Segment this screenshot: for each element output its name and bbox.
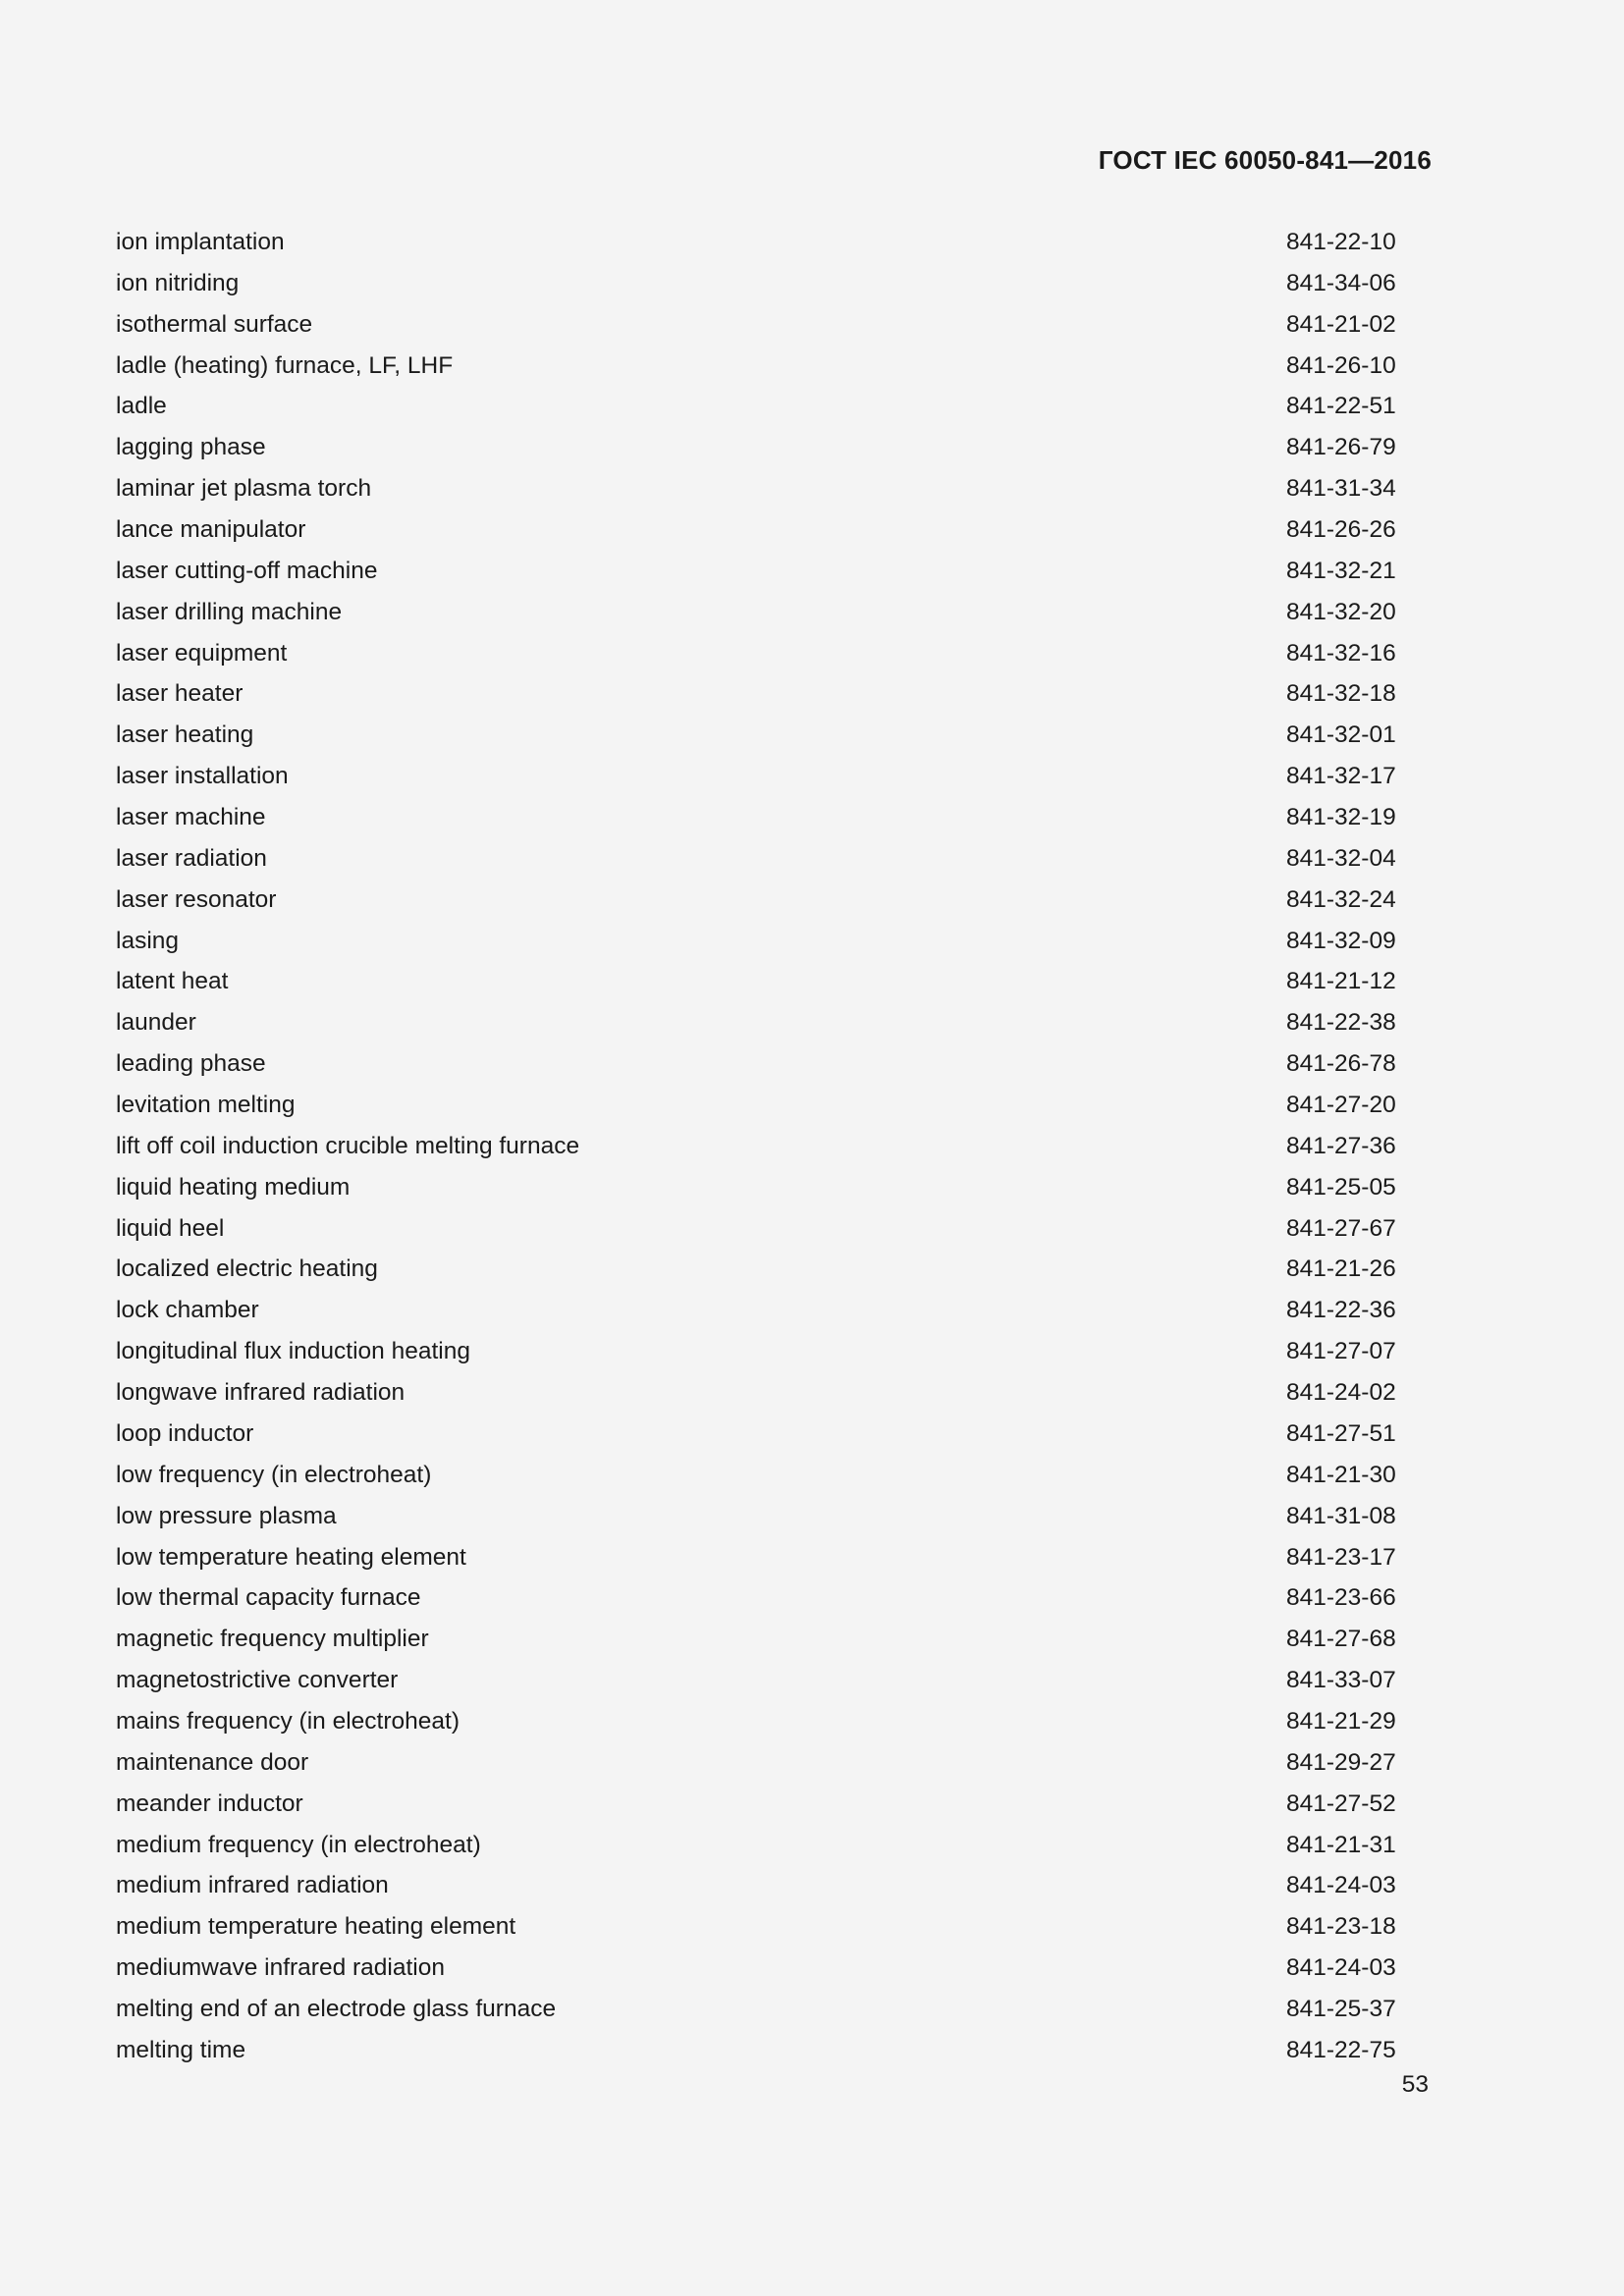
index-term: longitudinal flux induction heating <box>116 1338 470 1365</box>
index-code: 841-21-02 <box>1286 310 1396 338</box>
index-term: meander inductor <box>116 1789 303 1817</box>
index-code: 841-23-17 <box>1286 1543 1396 1571</box>
index-code: 841-21-31 <box>1286 1831 1396 1858</box>
index-code: 841-24-03 <box>1286 1954 1396 1982</box>
index-term: maintenance door <box>116 1748 309 1776</box>
index-entry <box>116 1825 1400 1866</box>
index-term: mains frequency (in electroheat) <box>116 1707 460 1735</box>
index-code: 841-26-79 <box>1286 434 1396 461</box>
term-index-list <box>116 222 1400 2071</box>
index-term: medium temperature heating element <box>116 1913 516 1941</box>
index-code: 841-26-26 <box>1286 516 1396 544</box>
index-term: latent heat <box>116 968 229 995</box>
document-standard-header: ГОСТ IEC 60050-841—2016 <box>1098 145 1432 175</box>
index-code: 841-21-12 <box>1286 968 1396 995</box>
index-entry <box>116 715 1400 756</box>
index-entry <box>116 1249 1400 1290</box>
index-code: 841-27-68 <box>1286 1626 1396 1653</box>
index-entry <box>116 1948 1400 1989</box>
index-entry <box>116 633 1400 674</box>
index-entry <box>116 509 1400 551</box>
index-term: launder <box>116 1009 196 1037</box>
index-term: ladle (heating) furnace, LF, LHF <box>116 351 454 379</box>
index-term: ion nitriding <box>116 269 240 296</box>
index-entry <box>116 1537 1400 1578</box>
index-entry <box>116 797 1400 838</box>
index-code: 841-24-02 <box>1286 1379 1396 1407</box>
index-code: 841-22-75 <box>1286 2036 1396 2063</box>
index-code: 841-32-17 <box>1286 763 1396 790</box>
index-term: lift off coil induction crucible melting furnace <box>116 1132 580 1159</box>
index-code: 841-32-01 <box>1286 721 1396 749</box>
index-entry <box>116 1208 1400 1250</box>
index-entry <box>116 222 1400 263</box>
index-entry <box>116 1742 1400 1784</box>
index-entry <box>116 1701 1400 1742</box>
index-code: 841-27-36 <box>1286 1132 1396 1159</box>
index-code: 841-27-52 <box>1286 1789 1396 1817</box>
index-entry <box>116 304 1400 346</box>
index-code: 841-25-37 <box>1286 1995 1396 2022</box>
index-entry <box>116 1043 1400 1085</box>
index-code: 841-27-67 <box>1286 1214 1396 1242</box>
index-term: lock chamber <box>116 1297 259 1324</box>
index-code: 841-31-34 <box>1286 475 1396 503</box>
index-term: low temperature heating element <box>116 1543 466 1571</box>
index-term: levitation melting <box>116 1092 296 1119</box>
index-entry <box>116 1865 1400 1906</box>
index-entry <box>116 1906 1400 1948</box>
index-code: 841-32-24 <box>1286 885 1396 913</box>
index-term: localized electric heating <box>116 1255 378 1283</box>
index-code: 841-22-51 <box>1286 393 1396 420</box>
index-term: isothermal surface <box>116 310 313 338</box>
index-code: 841-26-78 <box>1286 1050 1396 1078</box>
index-term: low thermal capacity furnace <box>116 1584 421 1612</box>
index-term: melting end of an electrode glass furnace <box>116 1995 557 2022</box>
index-entry <box>116 1085 1400 1126</box>
index-code: 841-32-21 <box>1286 557 1396 584</box>
index-code: 841-32-19 <box>1286 804 1396 831</box>
index-code: 841-31-08 <box>1286 1502 1396 1529</box>
index-entry <box>116 1126 1400 1167</box>
index-term: loop inductor <box>116 1419 254 1447</box>
index-entry <box>116 1619 1400 1660</box>
index-code: 841-32-20 <box>1286 598 1396 625</box>
index-term: lasing <box>116 927 180 954</box>
index-code: 841-21-29 <box>1286 1707 1396 1735</box>
index-code: 841-27-20 <box>1286 1092 1396 1119</box>
index-code: 841-26-10 <box>1286 351 1396 379</box>
index-term: longwave infrared radiation <box>116 1379 406 1407</box>
index-code: 841-22-36 <box>1286 1297 1396 1324</box>
index-code: 841-34-06 <box>1286 269 1396 296</box>
index-entry <box>116 1002 1400 1043</box>
index-code: 841-32-18 <box>1286 680 1396 708</box>
index-entry <box>116 756 1400 797</box>
index-code: 841-32-04 <box>1286 844 1396 872</box>
index-term: liquid heel <box>116 1214 225 1242</box>
index-entry <box>116 1989 1400 2030</box>
index-entry <box>116 1290 1400 1331</box>
index-term: low pressure plasma <box>116 1502 337 1529</box>
index-entry <box>116 1660 1400 1701</box>
index-term: magnetic frequency multiplier <box>116 1626 429 1653</box>
index-term: leading phase <box>116 1050 266 1078</box>
index-code: 841-27-51 <box>1286 1419 1396 1447</box>
index-code: 841-32-16 <box>1286 639 1396 667</box>
index-code: 841-27-07 <box>1286 1338 1396 1365</box>
index-term: mediumwave infrared radiation <box>116 1954 445 1982</box>
index-code: 841-23-18 <box>1286 1913 1396 1941</box>
index-entry <box>116 1455 1400 1496</box>
index-code: 841-21-26 <box>1286 1255 1396 1283</box>
index-term: melting time <box>116 2036 246 2063</box>
index-entry <box>116 961 1400 1002</box>
index-term: laser machine <box>116 804 266 831</box>
index-entry <box>116 921 1400 962</box>
index-code: 841-25-05 <box>1286 1173 1396 1201</box>
index-term: laser heating <box>116 721 254 749</box>
index-code: 841-29-27 <box>1286 1748 1396 1776</box>
index-code: 841-22-38 <box>1286 1009 1396 1037</box>
index-term: medium infrared radiation <box>116 1872 389 1899</box>
index-entry <box>116 1372 1400 1414</box>
index-code: 841-33-07 <box>1286 1667 1396 1694</box>
index-entry <box>116 263 1400 304</box>
index-term: low frequency (in electroheat) <box>116 1461 432 1488</box>
index-term: laminar jet plasma torch <box>116 475 372 503</box>
index-term: liquid heating medium <box>116 1173 351 1201</box>
index-entry <box>116 386 1400 427</box>
index-entry <box>116 1496 1400 1537</box>
index-entry <box>116 1577 1400 1619</box>
index-entry <box>116 2030 1400 2071</box>
index-term: laser cutting-off machine <box>116 557 378 584</box>
index-term: ladle <box>116 393 167 420</box>
index-entry <box>116 427 1400 468</box>
index-term: magnetostrictive converter <box>116 1667 399 1694</box>
index-code: 841-24-03 <box>1286 1872 1396 1899</box>
index-term: lagging phase <box>116 434 266 461</box>
index-entry <box>116 1784 1400 1825</box>
index-term: lance manipulator <box>116 516 306 544</box>
index-term: laser drilling machine <box>116 598 343 625</box>
index-entry <box>116 346 1400 387</box>
page-number: 53 <box>1401 2071 1429 2098</box>
index-code: 841-21-30 <box>1286 1461 1396 1488</box>
index-term: medium frequency (in electroheat) <box>116 1831 481 1858</box>
index-term: laser installation <box>116 763 289 790</box>
index-entry <box>116 592 1400 633</box>
index-code: 841-23-66 <box>1286 1584 1396 1612</box>
index-term: laser radiation <box>116 844 267 872</box>
index-entry <box>116 468 1400 509</box>
index-entry <box>116 838 1400 880</box>
index-term: ion implantation <box>116 229 285 255</box>
index-entry <box>116 673 1400 715</box>
index-code: 841-32-09 <box>1286 927 1396 954</box>
index-entry <box>116 1167 1400 1208</box>
index-term: laser heater <box>116 680 244 708</box>
index-code: 841-22-10 <box>1286 229 1396 255</box>
index-entry <box>116 1331 1400 1372</box>
index-term: laser equipment <box>116 639 288 667</box>
index-term: laser resonator <box>116 885 277 913</box>
index-entry <box>116 1414 1400 1455</box>
index-entry <box>116 880 1400 921</box>
index-entry <box>116 551 1400 592</box>
